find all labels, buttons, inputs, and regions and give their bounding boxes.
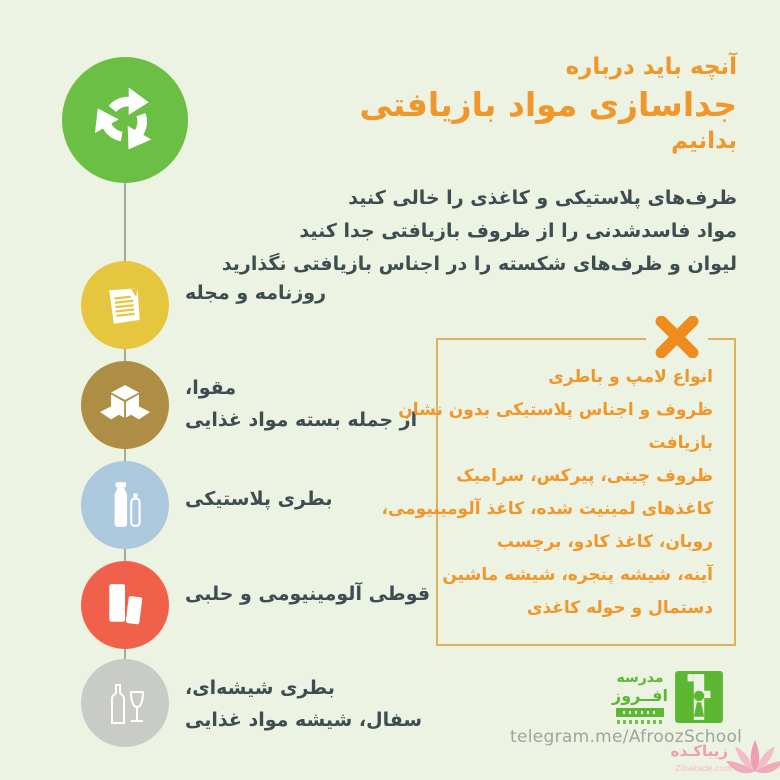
title-line-2: جداسازی مواد بازیافتی	[359, 85, 737, 124]
label-line: بطری پلاستیکی	[185, 488, 333, 510]
cardboard-box-icon	[99, 383, 151, 428]
cans-icon	[104, 582, 146, 628]
intro-line: مواد فاسدشدنی را از ظروف بازیافتی جدا کنید	[299, 220, 737, 242]
label-line: قوطی آلومینیومی و حلبی	[185, 583, 431, 605]
watermark-text: زیباکـده	[670, 742, 728, 760]
label-line: سفال، شیشه مواد غذایی	[185, 709, 423, 731]
watermark	[650, 722, 780, 780]
x-icon	[654, 316, 700, 358]
list-item: آینه، شیشه پنجره، شیشه ماشین	[442, 565, 713, 585]
telegram-handle: telegram.me/AfroozSchool	[510, 727, 743, 747]
intro-line: لیوان و ظرف‌های شکسته را در اجناس بازیافتی نگذارید	[221, 253, 737, 275]
intro-line: ظرف‌های پلاستیکی و کاغذی را خالی کنید	[348, 187, 737, 209]
watermark-subtext: Zibakade.com	[675, 764, 732, 773]
timeline-badge-cardboard	[81, 361, 169, 449]
label-line: بطری شیشه‌ای،	[185, 677, 335, 699]
timeline-badge-newspaper	[81, 261, 169, 349]
not-recyclable-list	[381, 361, 713, 625]
logo-line-2: افــروز	[612, 686, 669, 705]
list-item: بازیافت	[648, 433, 713, 453]
page-title	[359, 53, 737, 156]
logo-mark-icon	[675, 671, 723, 723]
recycle-badge	[62, 57, 188, 183]
list-item: ظروف چینی، پیرکس، سرامیک	[456, 466, 713, 486]
logo-line-1: مدرسه	[616, 670, 664, 686]
list-item: دستمال و حوله کاغذی	[526, 598, 713, 618]
title-line-3: بدانیم	[671, 128, 737, 154]
list-item: انواع لامپ و باطری	[548, 367, 713, 387]
logo-tagline-band	[616, 708, 664, 717]
title-line-1: آنچه باید درباره	[565, 54, 737, 80]
recycle-icon	[88, 83, 162, 157]
label-line: از جمله بسته مواد غذایی	[185, 409, 418, 431]
timeline-badge-plastic	[81, 461, 169, 549]
list-item: روبان، کاغذ کادو، برچسب	[496, 532, 713, 552]
plastic-bottle-icon	[104, 480, 146, 530]
glass-bottle-icon	[103, 679, 147, 727]
logo-text	[612, 671, 668, 724]
timeline-label-plastic	[185, 483, 333, 515]
timeline-badge-glass	[81, 659, 169, 747]
intro-text	[222, 182, 737, 281]
timeline-label-glass	[185, 672, 422, 736]
timeline-badge-cans	[81, 561, 169, 649]
afrooz-school-logo	[612, 671, 723, 724]
lotus-icon	[722, 734, 780, 780]
newspaper-icon	[101, 281, 149, 329]
list-item: ظروف و اجناس پلاستیکی بدون نشان	[398, 400, 713, 420]
label-line: روزنامه و مجله	[185, 282, 327, 304]
label-line: مقوا،	[185, 377, 237, 399]
list-item: کاغذهای لمینیت شده، کاغذ آلومینیومی،	[381, 499, 713, 519]
timeline-label-newspaper	[185, 277, 326, 309]
x-mark	[646, 312, 708, 362]
